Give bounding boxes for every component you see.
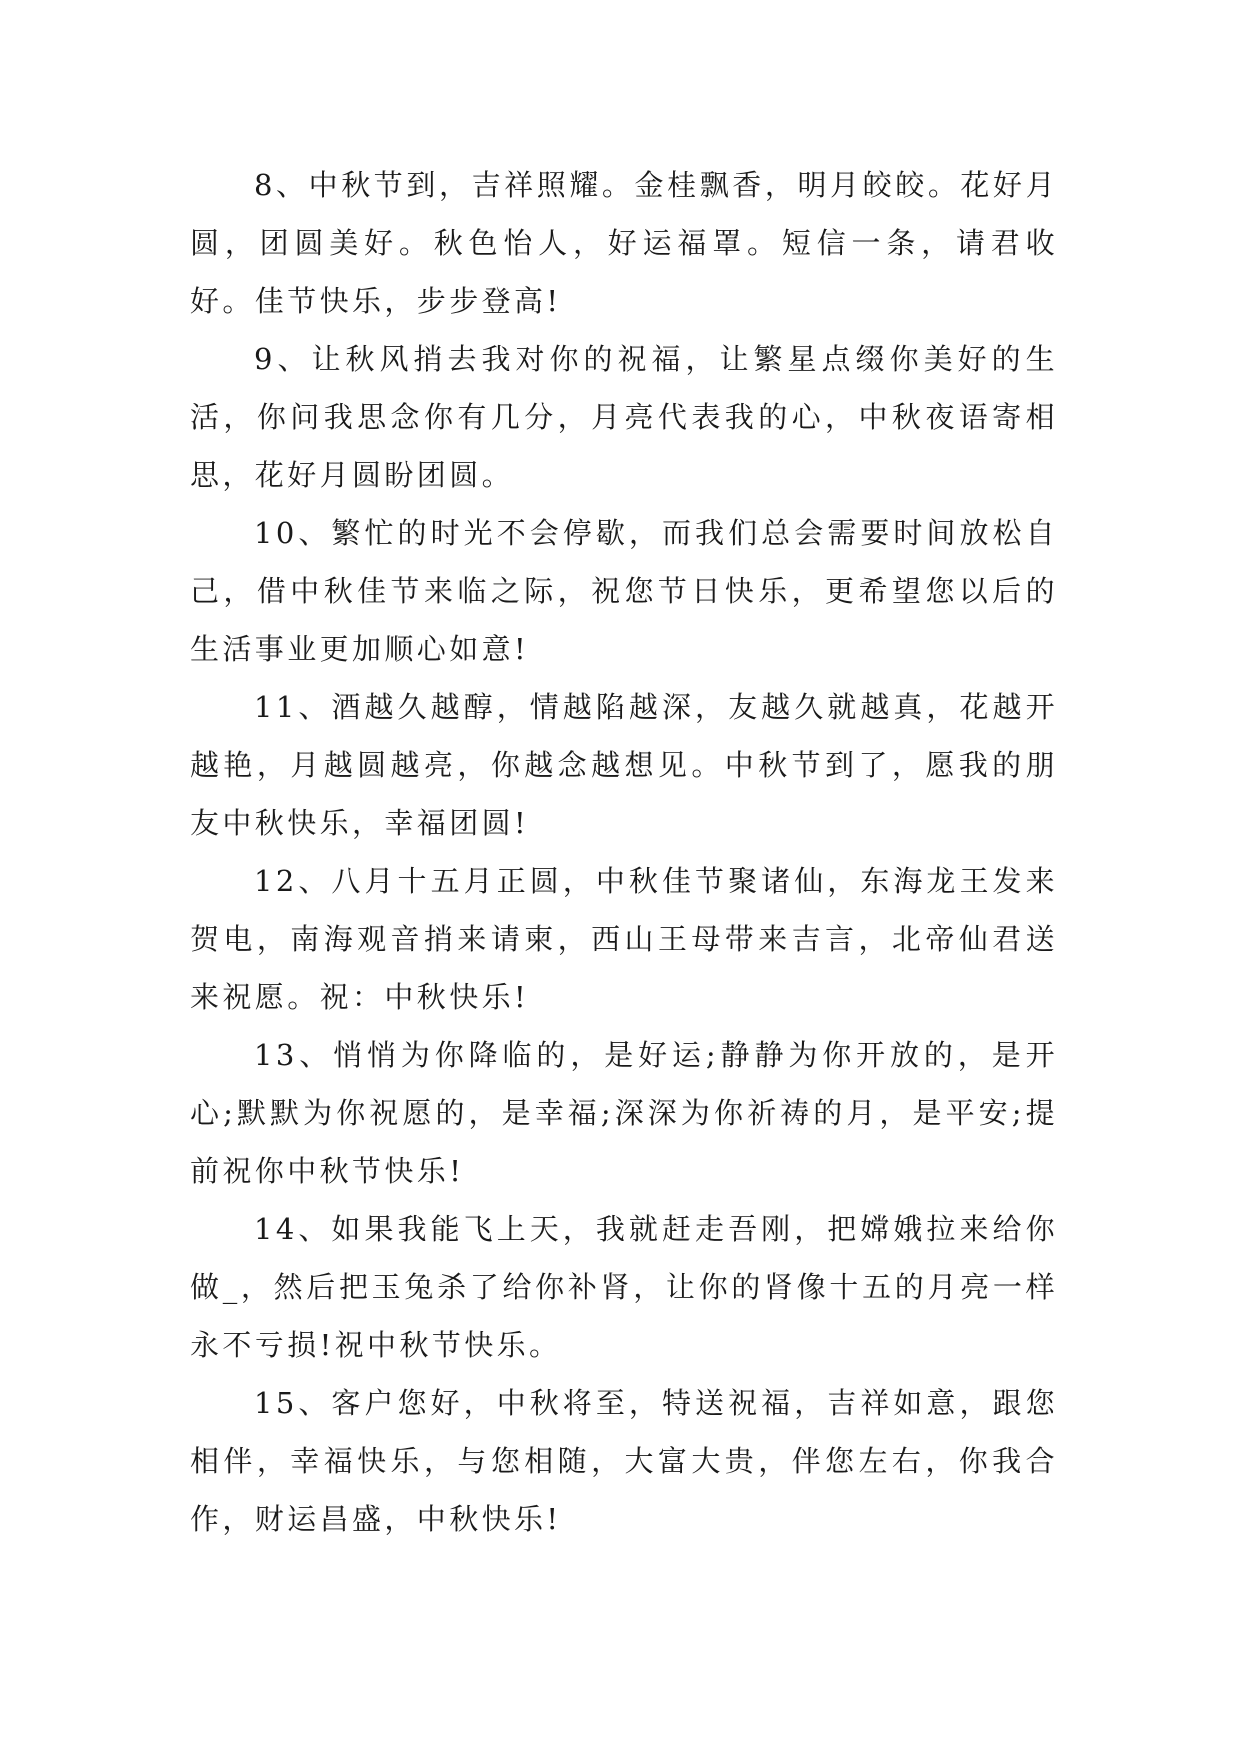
paragraph-9: 9、让秋风捎去我对你的祝福，让繁星点缀你美好的生活，你问我思念你有几分，月亮代表我的心，中秋夜语寄相思，花好月圆盼团圆。 xyxy=(190,342,1058,492)
paragraph-12: 12、八月十五月正圆，中秋佳节聚诸仙，东海龙王发来贺电，南海观音捎来请柬，西山王母带来吉言，北帝仙君送来祝愿。祝：中秋快乐! xyxy=(190,864,1058,1014)
paragraph-15: 15、客户您好，中秋将至，特送祝福，吉祥如意，跟您相伴，幸福快乐，与您相随，大富大贵，伴您左右，你我合作，财运昌盛，中秋快乐! xyxy=(190,1386,1058,1536)
paragraph-14: 14、如果我能飞上天，我就赶走吾刚，把嫦娥拉来给你做_，然后把玉兔杀了给你补肾，让你的肾像十五的月亮一样永不亏损!祝中秋节快乐。 xyxy=(190,1212,1058,1362)
paragraph-8: 8、中秋节到，吉祥照耀。金桂飘香，明月皎皎。花好月圆，团圆美好。秋色怡人，好运福罩。短信一条，请君收好。佳节快乐，步步登高! xyxy=(190,168,1058,318)
paragraph-11: 11、酒越久越醇，情越陷越深，友越久就越真，花越开越艳，月越圆越亮，你越念越想见。中秋节到了，愿我的朋友中秋快乐，幸福团圆! xyxy=(190,690,1058,840)
document-body xyxy=(190,156,1058,1548)
paragraph-10: 10、繁忙的时光不会停歇，而我们总会需要时间放松自己，借中秋佳节来临之际，祝您节日快乐，更希望您以后的生活事业更加顺心如意! xyxy=(190,516,1058,666)
paragraph-13: 13、悄悄为你降临的，是好运;静静为你开放的，是开心;默默为你祝愿的，是幸福;深深为你祈祷的月，是平安;提前祝你中秋节快乐! xyxy=(190,1038,1058,1188)
